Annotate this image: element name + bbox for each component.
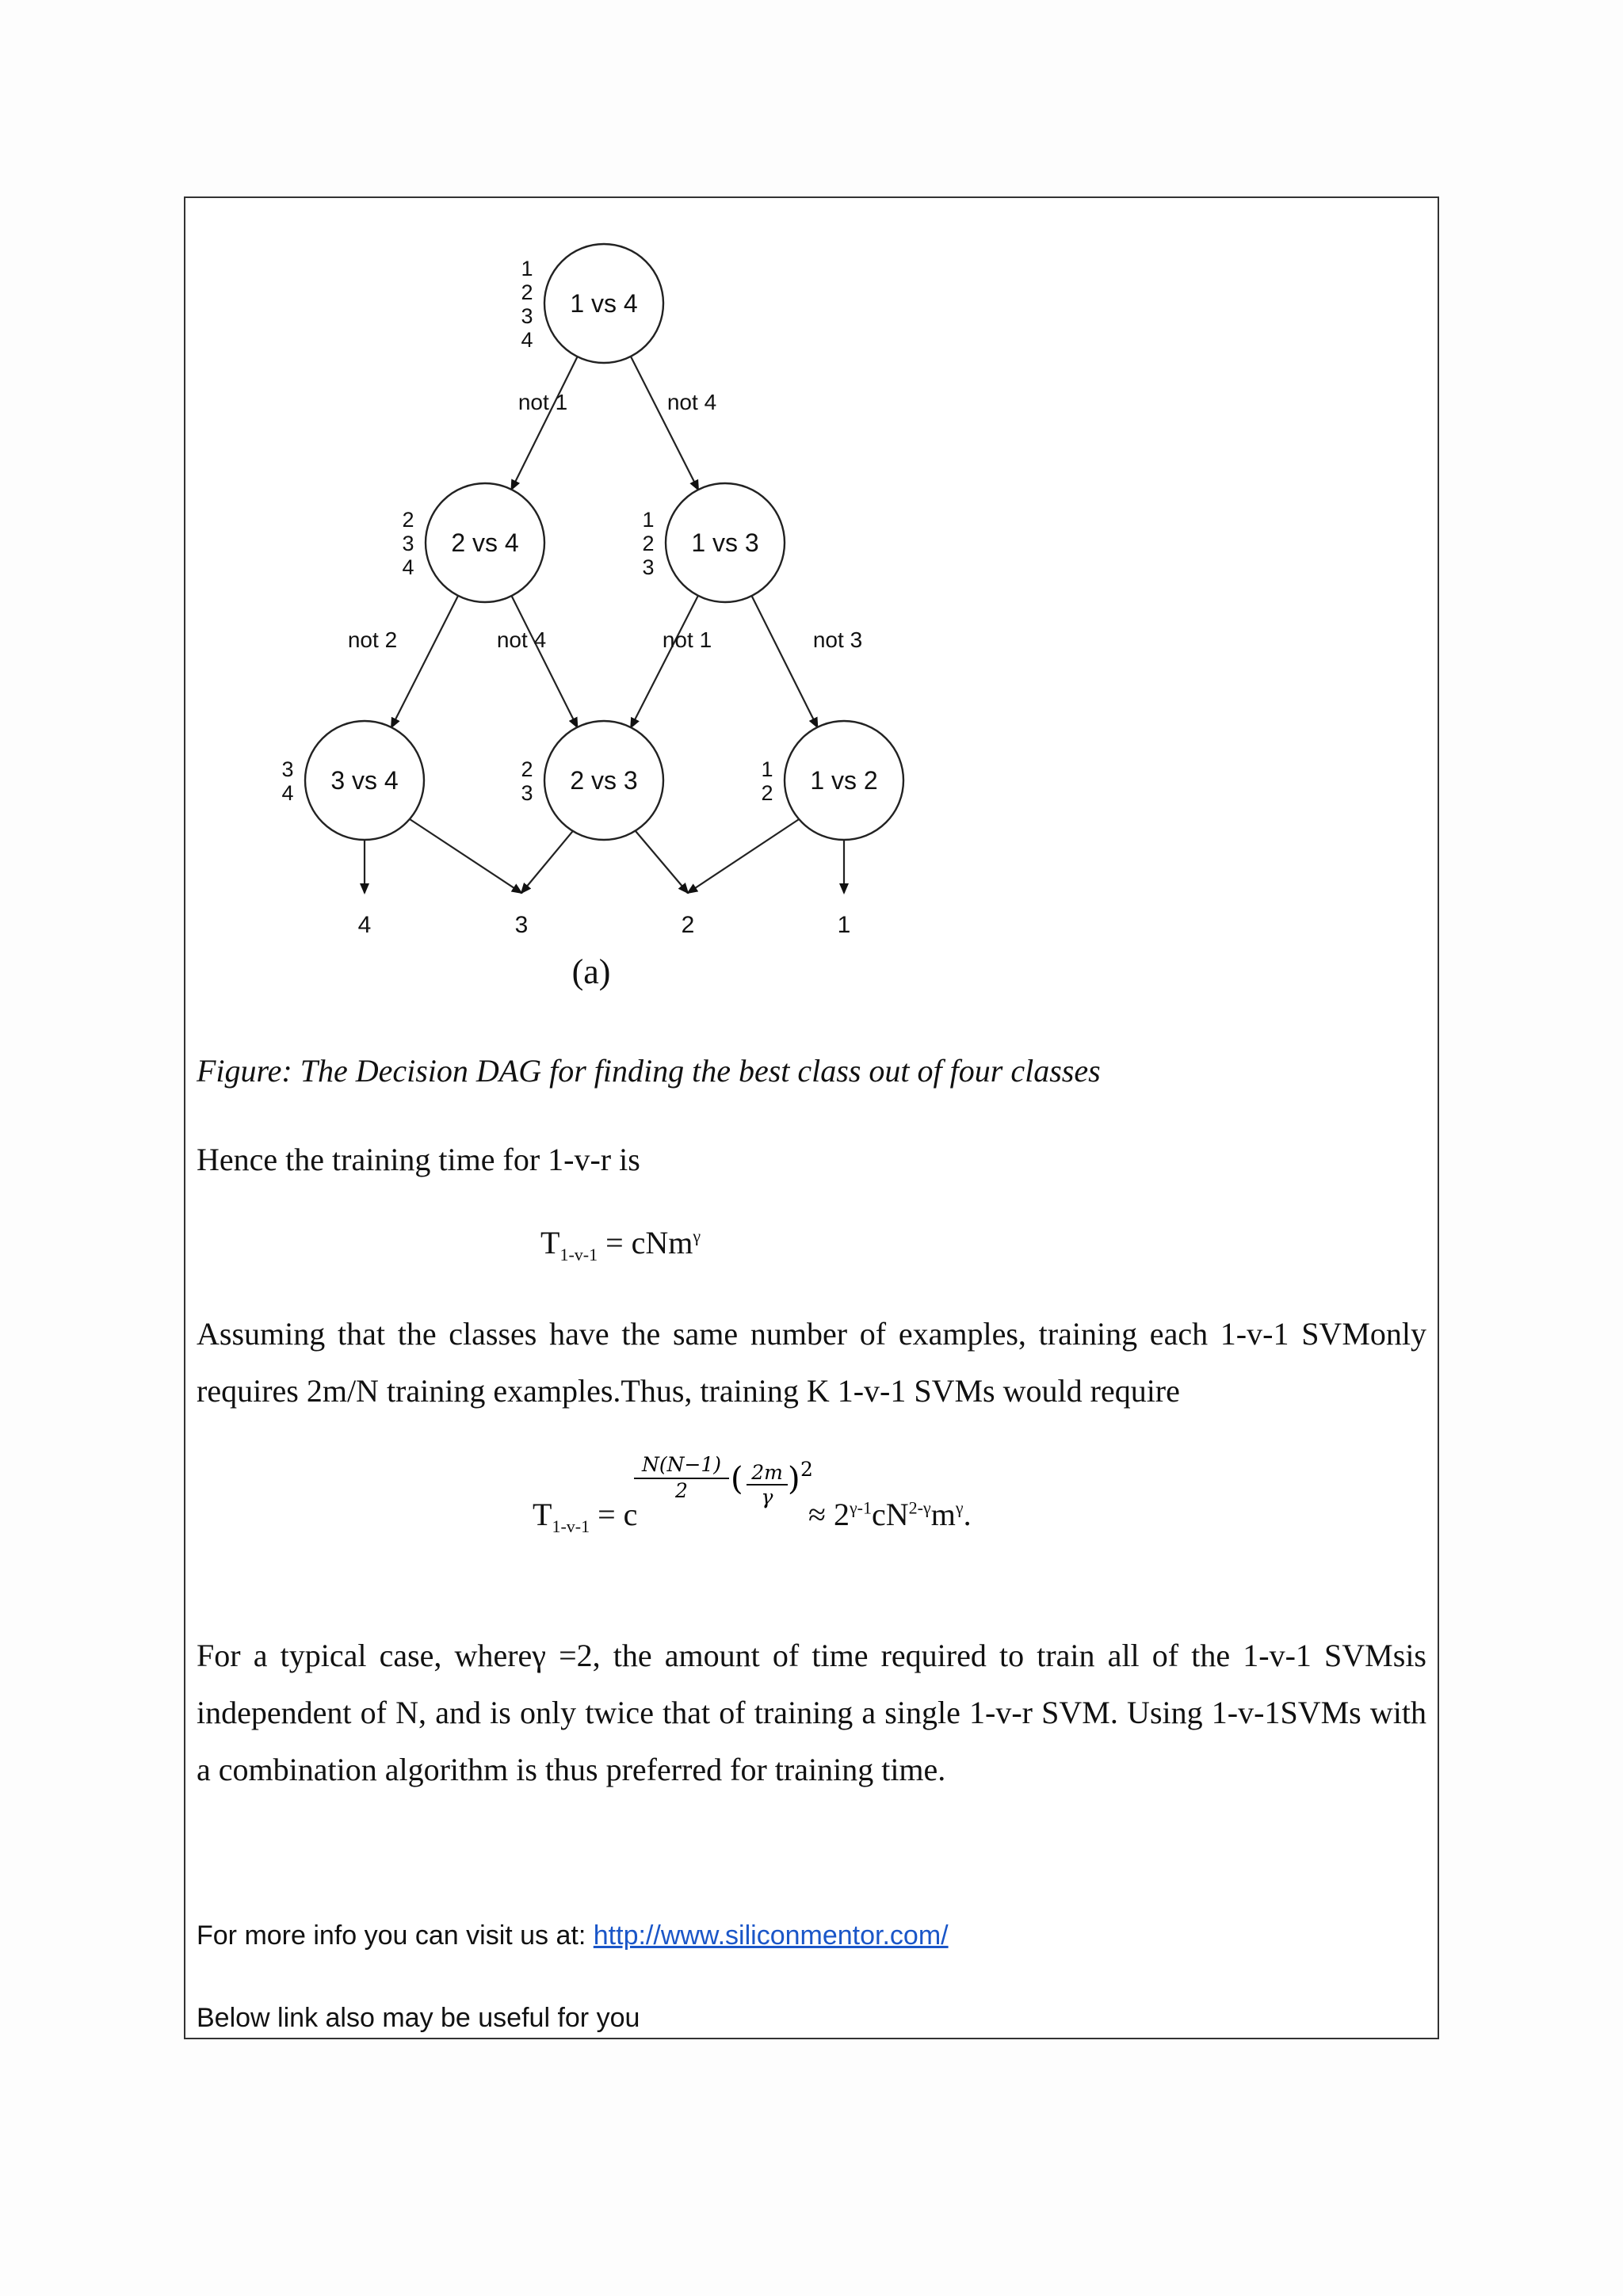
edge-label: not 3 [812,627,863,652]
equation-1 [540,1224,701,1265]
edge-n24-n34 [391,596,458,727]
footer-below-text: Below link also may be useful for you [197,2003,640,2033]
eq2-fraction: $\frac{N(N-1)}{2}$ [634,1453,729,1502]
edge-label: not 4 [666,390,717,414]
edge-n14-n24 [511,357,577,490]
node-class-list: 3 4 [281,757,294,805]
node-class-list: 1 2 3 [642,508,655,579]
figure-caption: Figure: The Decision DAG for finding the best class out of four classes [197,1053,1101,1089]
edge-n12-out2 [688,819,799,893]
edge-n14-n13 [631,357,698,490]
node-label: 1 vs 3 [691,528,759,557]
node-label: 2 vs 4 [451,528,519,557]
output-label-4: 4 [357,912,372,938]
paragraph-typical-case: For a typical case, whereγ =2, the amount of time required to train all of the 1-v-1 SVMsis independent of N, and is only twice that of training a single 1-v-r SVM. Using 1-v-1SVMs with a combination algorithm is thus preferred for training time. [197,1638,1426,1787]
edge-label: not 4 [496,627,547,652]
edge-label: not 2 [347,627,398,652]
edge-n24-n23 [512,596,578,727]
footer-visit [197,1920,949,1951]
edge-n23-out2 [636,831,688,893]
node-label: 1 vs 2 [810,766,878,795]
siliconmentor-link[interactable]: http://www.siliconmentor.com/ [593,1920,949,1951]
node-class-list: 1 2 [761,757,773,805]
eq2-rhs: ≈ $2^{\gamma-1}cN^{2-\gamma}m^\gamma$. [808,1497,972,1532]
node-label: 3 vs 4 [330,766,399,795]
subfigure-label: (a) [571,952,611,991]
node-class-list: 1 2 3 4 [521,257,533,352]
node-label: 2 vs 3 [570,766,638,795]
eq1-rest: = cNm [598,1225,693,1261]
eq1-sup: γ [693,1226,701,1246]
eq2-lhs: $T_{1-v-1} = c$ [533,1497,638,1536]
edge-label: not 1 [517,390,568,414]
edge-n13-n23 [631,596,698,727]
decision-dag-diagram [269,234,951,1010]
edge-label: not 1 [662,627,712,652]
eq1-sub: 1-v-1 [559,1245,598,1264]
paragraph-assumption: Assuming that the classes have the same number of examples, training each 1-v-1 SVMonly requires 2m/N training examples.Thus, training K 1-v-1 SVMs would require [197,1316,1426,1409]
edge-n13-n12 [752,596,818,727]
eq2-inner-fraction: $\frac{2m}{\gamma}$ [747,1461,788,1508]
eq2-close-paren: ) [788,1461,800,1497]
node-class-list: 2 3 [521,757,533,805]
paragraph-training-time: Hence the training time for 1-v-r is [197,1142,640,1177]
edge-n34-out3 [410,819,521,893]
footer-visit-text: For more info you can visit us at: [197,1920,594,1951]
edge-n23-out3 [521,831,573,893]
eq2-open-paren: ( [731,1461,743,1497]
output-label-3: 3 [514,912,529,938]
eq1-t: T [540,1225,560,1261]
output-label-1: 1 [837,912,851,938]
output-label-2: 2 [681,912,695,938]
eq2-power: 2 [800,1458,813,1481]
node-class-list: 2 3 4 [402,508,414,579]
node-label: 1 vs 4 [570,289,638,318]
